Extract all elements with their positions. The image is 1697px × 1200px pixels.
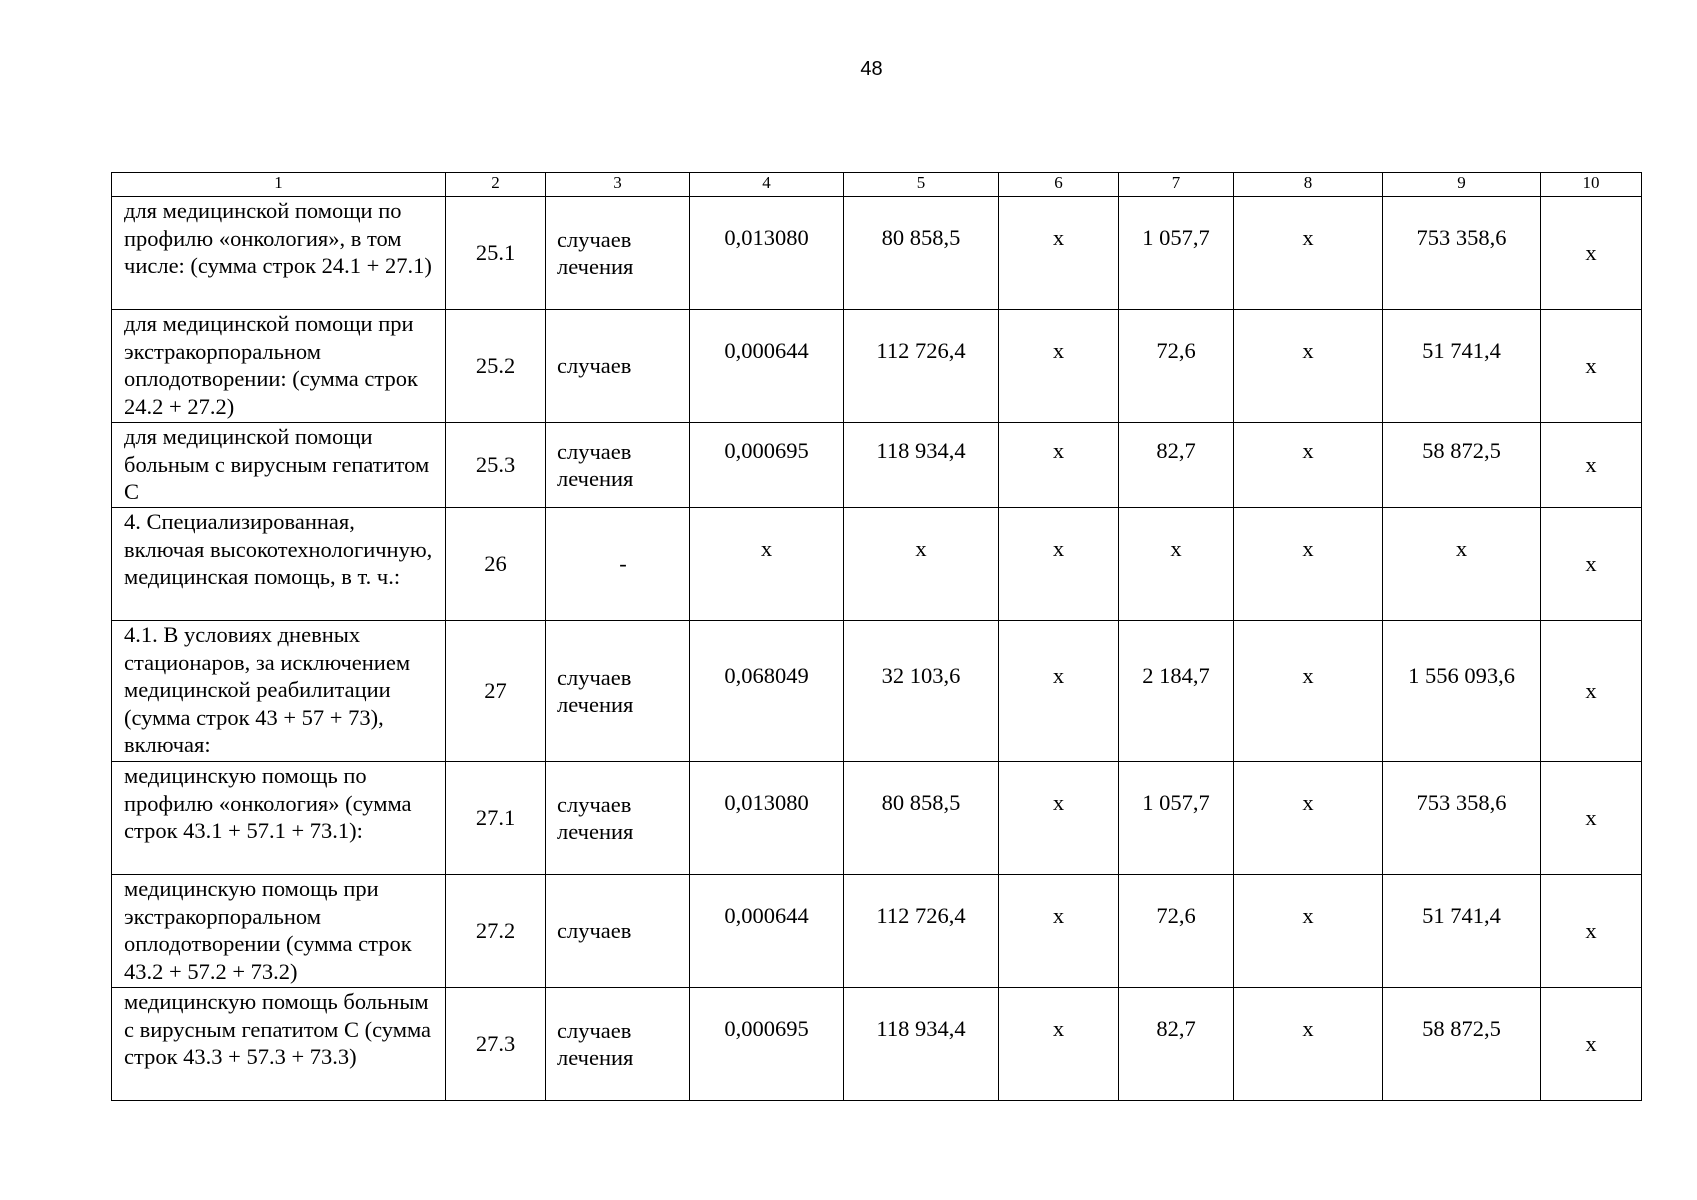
value-cell-c6 <box>999 875 1119 988</box>
row-unit: случаев <box>546 875 690 988</box>
header-cell: 7 <box>1119 173 1234 197</box>
value-text: 72,6 <box>1156 903 1196 928</box>
row-description: для медицинской помощи больным с вирусным гепатитом С <box>112 423 446 508</box>
row-description: 4. Специализированная, включая высокотехнологичную, медицинская помощь, в т. ч.: <box>112 508 446 621</box>
header-cell: 2 <box>446 173 546 197</box>
value-text: 80 858,5 <box>881 225 961 250</box>
header-cell: 8 <box>1234 173 1383 197</box>
value-cell-c10: х <box>1541 508 1642 621</box>
value-cell-c8 <box>1234 875 1383 988</box>
value-cell-c6 <box>999 621 1119 762</box>
value-cell-c9 <box>1383 508 1541 621</box>
value-text: 0,000644 <box>724 903 809 928</box>
value-text: х <box>1302 536 1314 561</box>
value-cell-c7 <box>1119 988 1234 1101</box>
value-cell-c5 <box>844 197 999 310</box>
value-cell-c5 <box>844 310 999 423</box>
row-number: 27.2 <box>446 875 546 988</box>
table-header-row <box>112 173 1642 197</box>
header-cell: 3 <box>546 173 690 197</box>
value-text: х <box>1052 338 1065 363</box>
table-row <box>112 621 1642 762</box>
value-text: 0,068049 <box>724 663 809 688</box>
value-text: 112 726,4 <box>876 338 966 363</box>
row-number: 27.1 <box>446 762 546 875</box>
value-cell-c6 <box>999 508 1119 621</box>
value-text: х <box>1302 903 1314 928</box>
value-cell-c8 <box>1234 762 1383 875</box>
row-number: 27 <box>446 621 546 762</box>
value-text: х <box>1052 225 1065 250</box>
value-text: х <box>1052 438 1065 463</box>
value-cell-c7 <box>1119 875 1234 988</box>
row-unit: случаев лечения <box>546 197 690 310</box>
value-text: 1 556 093,6 <box>1408 663 1515 688</box>
value-cell-c4 <box>690 762 844 875</box>
value-cell-c7 <box>1119 508 1234 621</box>
row-description: медицинскую помощь по профилю «онкология» (сумма строк 43.1 + 57.1 + 73.1): <box>112 762 446 875</box>
row-number: 25.2 <box>446 310 546 423</box>
row-description: для медицинской помощи при экстракорпоральном оплодотворении: (сумма строк 24.2 + 27.2) <box>112 310 446 423</box>
row-number: 25.1 <box>446 197 546 310</box>
data-table <box>111 172 1642 1101</box>
value-cell-c6 <box>999 197 1119 310</box>
value-cell-c10: х <box>1541 988 1642 1101</box>
row-unit: случаев лечения <box>546 423 690 508</box>
row-description: медицинскую помощь больным с вирусным гепатитом С (сумма строк 43.3 + 57.3 + 73.3) <box>112 988 446 1101</box>
value-cell-c4 <box>690 988 844 1101</box>
row-number: 26 <box>446 508 546 621</box>
value-text: 51 741,4 <box>1422 338 1501 363</box>
value-cell-c4 <box>690 621 844 762</box>
value-cell-c10: х <box>1541 762 1642 875</box>
value-cell-c10: х <box>1541 197 1642 310</box>
table-row <box>112 423 1642 508</box>
value-text: 112 726,4 <box>876 903 966 928</box>
value-cell-c7 <box>1119 762 1234 875</box>
value-cell-c4 <box>690 875 844 988</box>
row-unit: - <box>546 508 690 621</box>
value-cell-c7 <box>1119 197 1234 310</box>
value-text: 72,6 <box>1156 338 1196 363</box>
value-text: 753 358,6 <box>1416 225 1507 250</box>
value-text: х <box>1455 536 1468 561</box>
value-text: 2 184,7 <box>1142 663 1210 688</box>
value-cell-c4 <box>690 310 844 423</box>
value-cell-c10: х <box>1541 875 1642 988</box>
value-cell-c6 <box>999 762 1119 875</box>
value-cell-c9 <box>1383 423 1541 508</box>
value-text: х <box>915 536 927 561</box>
table-row <box>112 310 1642 423</box>
value-text: 118 934,4 <box>876 1016 966 1041</box>
value-cell-c5 <box>844 988 999 1101</box>
value-text: 32 103,6 <box>881 663 961 688</box>
value-text: 753 358,6 <box>1416 790 1507 815</box>
value-cell-c7 <box>1119 423 1234 508</box>
value-text: 0,000644 <box>724 338 809 363</box>
value-text: х <box>1302 790 1314 815</box>
value-cell-c8 <box>1234 197 1383 310</box>
value-text: 1 057,7 <box>1142 225 1210 250</box>
value-cell-c7 <box>1119 310 1234 423</box>
value-text: 82,7 <box>1156 1016 1196 1041</box>
value-text: 0,000695 <box>724 438 809 463</box>
value-cell-c8 <box>1234 621 1383 762</box>
value-text: х <box>1302 438 1314 463</box>
value-text: х <box>1302 225 1314 250</box>
value-text: х <box>1052 536 1065 561</box>
value-cell-c8 <box>1234 988 1383 1101</box>
value-cell-c4 <box>690 197 844 310</box>
value-cell-c9 <box>1383 310 1541 423</box>
value-text: 82,7 <box>1156 438 1196 463</box>
value-text: х <box>1052 903 1065 928</box>
value-cell-c9 <box>1383 988 1541 1101</box>
table-row <box>112 988 1642 1101</box>
row-number: 25.3 <box>446 423 546 508</box>
value-text: 58 872,5 <box>1422 1016 1501 1041</box>
value-text: 58 872,5 <box>1422 438 1501 463</box>
value-text: х <box>1302 663 1314 688</box>
value-cell-c9 <box>1383 621 1541 762</box>
value-cell-c6 <box>999 310 1119 423</box>
value-cell-c4 <box>690 423 844 508</box>
row-number: 27.3 <box>446 988 546 1101</box>
value-text: 118 934,4 <box>876 438 966 463</box>
header-cell: 4 <box>690 173 844 197</box>
header-cell: 1 <box>112 173 446 197</box>
value-cell-c8 <box>1234 423 1383 508</box>
value-cell-c7 <box>1119 621 1234 762</box>
value-cell-c5 <box>844 621 999 762</box>
header-cell: 9 <box>1383 173 1541 197</box>
value-text: х <box>1302 338 1314 363</box>
row-description: для медицинской помощи по профилю «онкология», в том числе: (сумма строк 24.1 + 27.1) <box>112 197 446 310</box>
row-unit: случаев <box>546 310 690 423</box>
value-text: х <box>1052 790 1065 815</box>
table-row <box>112 762 1642 875</box>
value-text: 0,013080 <box>724 790 809 815</box>
value-cell-c5 <box>844 875 999 988</box>
value-cell-c4 <box>690 508 844 621</box>
value-text: х <box>1052 663 1065 688</box>
value-text: 1 057,7 <box>1142 790 1210 815</box>
value-cell-c10: х <box>1541 621 1642 762</box>
table-row <box>112 197 1642 310</box>
value-text: 80 858,5 <box>881 790 961 815</box>
header-cell: 5 <box>844 173 999 197</box>
value-cell-c9 <box>1383 197 1541 310</box>
value-cell-c5 <box>844 762 999 875</box>
value-cell-c10: х <box>1541 310 1642 423</box>
table-row <box>112 508 1642 621</box>
value-text: х <box>1170 536 1182 561</box>
header-cell: 10 <box>1541 173 1642 197</box>
value-cell-c8 <box>1234 508 1383 621</box>
row-unit: случаев лечения <box>546 621 690 762</box>
row-description: 4.1. В условиях дневных стационаров, за исключением медицинской реабилитации (сумма строк 43 + 57 + 73), включая: <box>112 621 446 762</box>
row-unit: случаев лечения <box>546 988 690 1101</box>
value-text: х <box>760 536 773 561</box>
value-cell-c6 <box>999 988 1119 1101</box>
value-cell-c9 <box>1383 762 1541 875</box>
value-text: х <box>1052 1016 1065 1041</box>
value-cell-c5 <box>844 423 999 508</box>
value-cell-c10: х <box>1541 423 1642 508</box>
header-cell: 6 <box>999 173 1119 197</box>
value-cell-c8 <box>1234 310 1383 423</box>
value-text: 0,000695 <box>724 1016 809 1041</box>
value-text: 51 741,4 <box>1422 903 1501 928</box>
value-cell-c9 <box>1383 875 1541 988</box>
row-unit: случаев лечения <box>546 762 690 875</box>
value-cell-c5 <box>844 508 999 621</box>
page-number: 48 <box>860 58 883 80</box>
value-text: 0,013080 <box>724 225 809 250</box>
table-row <box>112 875 1642 988</box>
row-description: медицинскую помощь при экстракорпоральном оплодотворении (сумма строк 43.2 + 57.2 + 73.2) <box>112 875 446 988</box>
value-text: х <box>1302 1016 1314 1041</box>
value-cell-c6 <box>999 423 1119 508</box>
